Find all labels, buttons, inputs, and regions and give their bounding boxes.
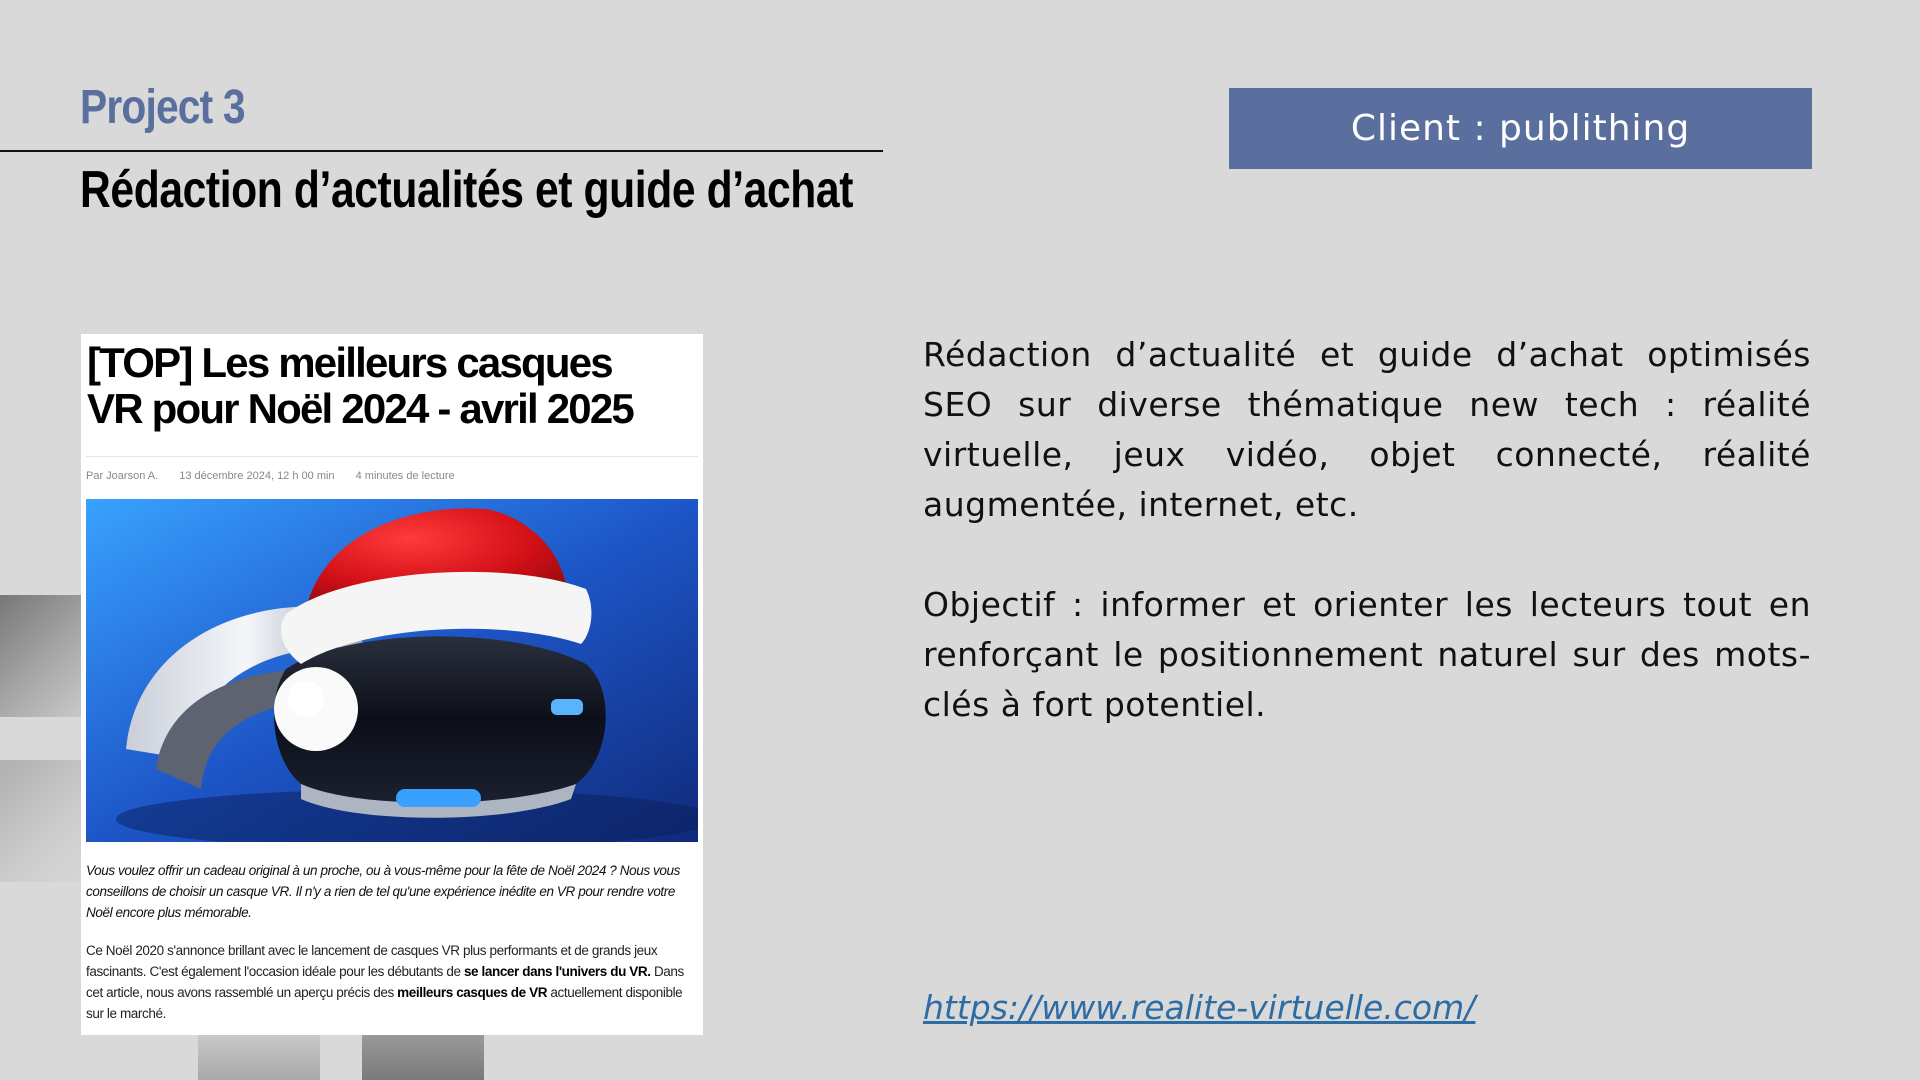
title-divider [0, 150, 883, 152]
decorative-square [0, 760, 81, 882]
article-meta [86, 470, 473, 482]
article-author: Par Joarson A. [86, 470, 159, 482]
article-headline-line1: [TOP] Les meilleurs casques [87, 339, 612, 386]
article-headline [87, 340, 699, 432]
article-reading-time: 4 minutes de lecture [355, 470, 455, 482]
article-screenshot [81, 334, 703, 1035]
article-body [86, 940, 698, 1024]
article-headline-line2: VR pour Noël 2024 - avril 2025 [87, 385, 633, 432]
article-divider [86, 456, 698, 457]
website-link[interactable]: https://www.realite-virtuelle.com/ [923, 988, 1476, 1027]
objective-paragraph: Objectif : informer et orienter les lecteurs tout en renforçant le positionnement naturel sur des mots-clés à fort potentiel. [923, 585, 1811, 724]
decorative-square [0, 595, 81, 717]
project-label: Project 3 [80, 81, 245, 134]
decorative-square [362, 1034, 484, 1080]
article-lede: Vous voulez offrir un cadeau original à un proche, ou à vous-même pour la fête de Noël 2024 ? Nous vous conseillons de choisir un casque VR. Il n'y a rien de tel qu'une expérience inédite en VR pour rendre votre Noël encore plus mémorable. [86, 863, 680, 920]
client-badge-label: Client : publithing [1350, 108, 1691, 149]
vr-headset-illustration [86, 499, 698, 842]
decorative-square [198, 1034, 320, 1080]
article-body-emphasis: meilleurs casques de VR [397, 985, 548, 1000]
article-body-text: Ce Noël 2020 s'annonce brillant avec le lancement de casques VR plus performants et de grands jeux fascinants. C'est également l'occasion idéale pour les débutants de [86, 943, 658, 979]
description-paragraph: Rédaction d’actualité et guide d’achat optimisés SEO sur diverse thématique new tech : réalité virtuelle, jeux vidéo, objet connecté, réalité augmentée, internet, etc. [923, 335, 1811, 524]
article-date: 13 décembre 2024, 12 h 00 min [179, 470, 335, 482]
article-body-emphasis: se lancer dans l'univers du VR. [463, 964, 651, 979]
vr-headset-santa-hat-image [86, 499, 698, 842]
client-badge [1229, 88, 1812, 169]
article-body-text: actuellement disponible sur le marché. [86, 985, 683, 1021]
article-body-text: Dans cet article, nous avons rassemblé un aperçu précis des [86, 964, 684, 1000]
page-title: Rédaction d’actualités et guide d’achat [80, 161, 854, 219]
